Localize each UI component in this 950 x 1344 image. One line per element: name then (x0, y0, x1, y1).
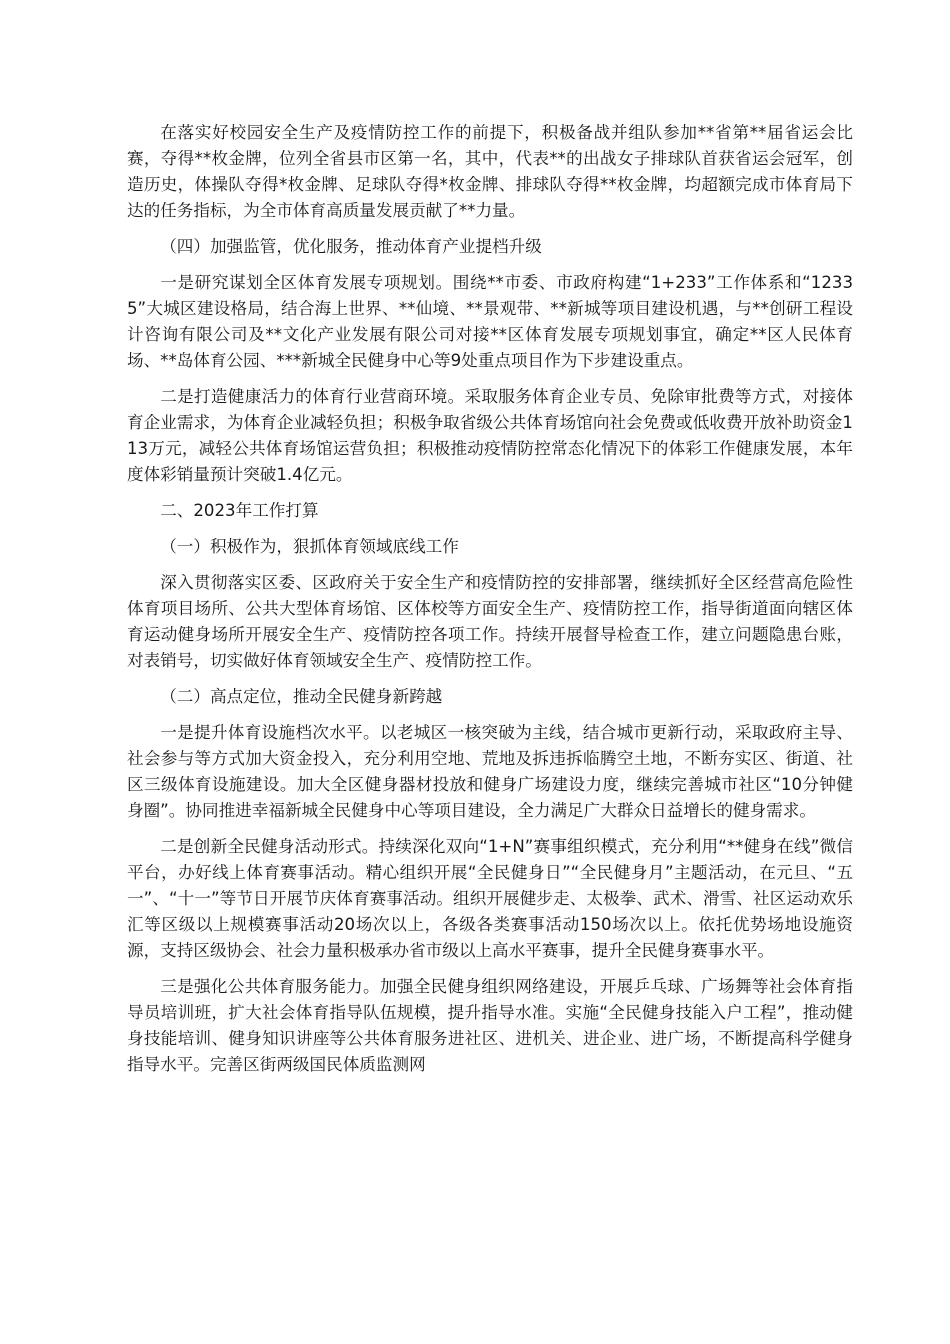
section-heading-2: （二）高点定位，推动全民健身新跨越 (160, 687, 443, 706)
paragraph-sports-planning: 一是研究谋划全区体育发展专项规划。围绕**市委、市政府构建“1+233”工作体系和“12335”大城区建设格局，结合海上世界、**仙境、**景观带、**新城等项目建设机遇，与**创研工程设计咨询有限公司及**文化产业发展有限公司对接**区体育发展专项规划事宜，确定**区人民体育场、**岛体育公园、***新城全民健身中心等9处重点项目作为下步建设重点。 (127, 273, 853, 370)
section-heading-4: （四）加强监管，优化服务，推动体育产业提档升级 (160, 237, 542, 256)
document-body (127, 120, 853, 1088)
paragraph-games-results: 在落实好校园安全生产及疫情防控工作的前提下，积极备战并组队参加**省第**届省运会比赛，夺得**枚金牌，位列全省县市区第一名，其中，代表**的出战女子排球队首获省运会冠军，创造历史，体操队夺得*枚金牌、足球队夺得*枚金牌、排球队夺得**枚金牌，均超额完成市体育局下达的任务指标，为全市体育高质量发展贡献了**力量。 (127, 123, 853, 220)
section-heading-1: （一）积极作为，狠抓体育领域底线工作 (160, 537, 459, 556)
chapter-heading-2023-plan: 二、2023年工作打算 (160, 501, 319, 520)
paragraph-facilities: 一是提升体育设施档次水平。以老城区一核突破为主线，结合城市更新行动，采取政府主导、社会参与等方式加大资金投入，充分利用空地、荒地及拆违拆临腾空土地，不断夯实区、街道、社区三级体育设施建设。加大全区健身器材投放和健身广场建设力度，继续完善城市社区“10分钟健身圈”。协同推进幸福新城全民健身中心等项目建设，全力满足广大群众日益增长的健身需求。 (127, 723, 853, 820)
paragraph-business-environment: 二是打造健康活力的体育行业营商环境。采取服务体育企业专员、免除审批费等方式，对接体育企业需求，为体育企业减轻负担；积极争取省级公共体育场馆向社会免费或低收费开放补助资金113万元，减轻公共体育场馆运营负担；积极推动疫情防控常态化情况下的体彩工作健康发展，本年度体彩销量预计突破1.4亿元。 (127, 387, 853, 484)
paragraph-activities: 二是创新全民健身活动形式。持续深化双向“1+N”赛事组织模式，充分利用“**健身在线”微信平台，办好线上体育赛事活动。精心组织开展“全民健身日”“全民健身月”主题活动，在元旦、“五一”、“十一”等节日开展节庆体育赛事活动。组织开展健步走、太极拳、武术、滑雪、社区运动欢乐汇等区级以上规模赛事活动20场次以上，各级各类赛事活动150场次以上。依托优势场地设施资源，支持区级协会、社会力量积极承办省市级以上高水平赛事，提升全民健身赛事水平。 (127, 837, 853, 960)
paragraph-safety-work: 深入贯彻落实区委、区政府关于安全生产和疫情防控的安排部署，继续抓好全区经营高危险性体育项目场所、公共大型体育场馆、区体校等方面安全生产、疫情防控工作，指导街道面向辖区体育运动健身场所开展安全生产、疫情防控各项工作。持续开展督导检查工作，建立问题隐患台账，对表销号，切实做好体育领域安全生产、疫情防控工作。 (127, 573, 853, 670)
paragraph-public-services: 三是强化公共体育服务能力。加强全民健身组织网络建设，开展乒乓球、广场舞等社会体育指导员培训班，扩大社会体育指导队伍规模，提升指导水准。实施“全民健身技能入户工程”，推动健身技能培训、健身知识讲座等公共体育服务进社区、进机关、进企业、进广场，不断提高科学健身指导水平。完善区街两级国民体质监测网 (127, 977, 853, 1074)
